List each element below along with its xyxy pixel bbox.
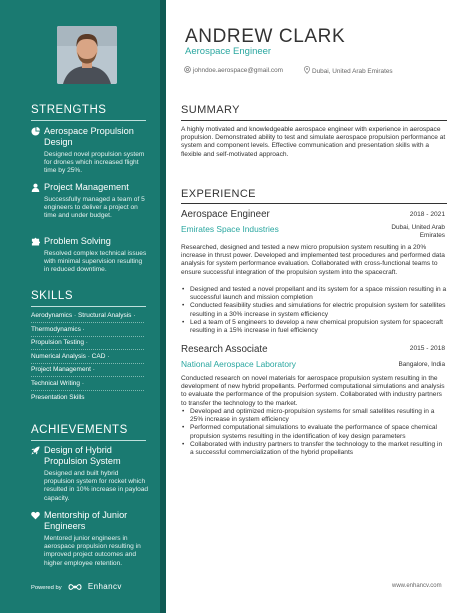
job-dates: 2018 - 2021 <box>409 211 445 218</box>
achievements-divider <box>31 440 146 441</box>
enhancv-logo-icon <box>68 583 82 591</box>
sidebar-stripe <box>160 0 166 613</box>
skill-item: Propulsion Testing · <box>31 339 88 346</box>
strength-item <box>31 182 149 221</box>
skill-divider <box>31 376 144 377</box>
skill-divider <box>31 336 144 337</box>
candidate-name: ANDREW CLARK <box>185 26 346 47</box>
experience-heading: EXPERIENCE <box>181 188 256 200</box>
job-role: Aerospace Engineer <box>181 209 270 220</box>
rocket-icon <box>31 446 40 455</box>
strength-desc: Designed novel propulsion system for drones which increased flight time by 25%. <box>44 151 145 175</box>
job-bullets <box>181 286 447 335</box>
job-description: Conducted research on novel materials for aerospace propulsion system resulting in the development of new hybrid propellants. Performed computational simulations and analysis to evaluate the performance of the propulsion system. Collaborated with industry partners to transfer the technology to the market. <box>181 375 445 407</box>
skill-item: Numerical Analysis · CAD · <box>31 353 110 360</box>
strength-title: Project Management <box>44 182 129 192</box>
strengths-heading: STRENGTHS <box>31 104 107 116</box>
achievement-title: Mentorship of Junior Engineers <box>44 510 128 531</box>
enhancv-brand: Enhancv <box>87 582 122 591</box>
job-location: Dubai, United Arab Emirates <box>391 224 445 240</box>
skills-heading: SKILLS <box>31 290 73 302</box>
job-bullet: • Developed and optimized micro-propulsion systems for small satellites resulting in a 25% increase in system efficiency <box>181 408 447 424</box>
pie-chart-icon <box>31 127 40 136</box>
strength-item <box>31 126 149 176</box>
achievement-title: Design of Hybrid Propulsion System <box>44 445 121 466</box>
location-pin-icon <box>304 66 310 74</box>
job-bullet: • Designed and tested a novel propellant and its system for a space mission resulting in a successful launch and mission completion <box>181 286 447 302</box>
sidebar <box>0 0 166 613</box>
achievement-item <box>31 510 149 568</box>
strength-desc: Resolved complex technical issues with minimal supervision resulting in reduced downtime. <box>44 250 147 274</box>
summary-heading: SUMMARY <box>181 104 240 116</box>
location-contact <box>304 66 393 75</box>
powered-by <box>31 582 122 591</box>
job-location: Bangalore, India <box>398 361 445 368</box>
skill-item: Thermodynamics · <box>31 326 85 333</box>
heart-icon <box>31 511 40 520</box>
strength-item <box>31 236 149 275</box>
candidate-title: Aerospace Engineer <box>185 46 272 57</box>
skill-item: Aerodynamics · Structural Analysis · <box>31 312 136 319</box>
skill-divider <box>31 322 144 323</box>
achievement-desc: Designed and built hybrid propulsion system for rocket which resulted in 10% increase in payload capacity. <box>44 470 149 502</box>
job-company: National Aerospace Laboratory <box>181 359 296 369</box>
at-sign-icon <box>184 66 191 73</box>
achievement-item <box>31 445 149 503</box>
skill-item: Project Management · <box>31 366 95 373</box>
job-bullets <box>181 408 447 457</box>
strength-title: Problem Solving <box>44 236 111 246</box>
achievements-heading: ACHIEVEMENTS <box>31 424 128 436</box>
experience-divider <box>181 203 447 204</box>
strengths-divider <box>31 120 146 121</box>
job-bullet: • Performed computational simulations to evaluate the performance of space chemical propulsion systems resulting in the identification of key design parameters <box>181 424 447 440</box>
location-text: Dubai, United Arab Emirates <box>312 68 393 75</box>
job-bullet: • Conducted feasibility studies and simulations for electric propulsion system for satellites resulting in a 30% increase in system efficiency <box>181 302 447 318</box>
skill-divider <box>31 390 144 391</box>
person-icon <box>31 183 40 192</box>
avatar <box>57 26 117 84</box>
puzzle-icon <box>31 237 40 246</box>
job-role: Research Associate <box>181 344 268 355</box>
job-dates: 2015 - 2018 <box>409 345 445 352</box>
job-bullet: • Collaborated with industry partners to transfer the technology to the market resulting in a successful commercialization of the hybrid propellants <box>181 441 447 457</box>
strength-title: Aerospace Propulsion Design <box>44 126 134 147</box>
email-text[interactable]: johndoe.aerospace@gmail.com <box>193 67 283 74</box>
skill-divider <box>31 363 144 364</box>
job-bullet: • Led a team of 5 engineers to develop a new chemical propulsion system for spacecraft resulting in a 15% increase in fuel efficiency <box>181 319 447 335</box>
summary-divider <box>181 120 447 121</box>
summary-text: A highly motivated and knowledgeable aerospace engineer with experience in aerospace propulsion. Demonstrated ability to test and simulate aerospace propulsion performance at system and component levels. Effective communication and presentation skills with a flexible and self-motivated approach. <box>181 126 446 158</box>
powered-by-label: Powered by <box>31 585 62 591</box>
skill-divider <box>31 349 144 350</box>
achievement-desc: Mentored junior engineers in aerospace propulsion resulting in improved project outcomes and higher employee retention. <box>44 535 141 567</box>
email-contact[interactable] <box>184 66 283 74</box>
skill-item: Presentation Skills <box>31 394 85 401</box>
strength-desc: Successfully managed a team of 5 engineers to deliver a project on time and under budget. <box>44 196 145 220</box>
job-company: Emirates Space Industries <box>181 224 279 234</box>
job-description: Researched, designed and tested a new micro propulsion system resulting in a 20% increase in thrust power. Developed and implemented test procedures and performed data analysis for system performance evaluation. Collaborated with cross-functional teams to ensure successful integration of the propulsion system into the spacecraft. <box>181 244 445 276</box>
skills-divider <box>31 306 146 307</box>
skill-item: Technical Writing · <box>31 380 84 387</box>
website-link[interactable]: www.enhancv.com <box>392 583 442 589</box>
